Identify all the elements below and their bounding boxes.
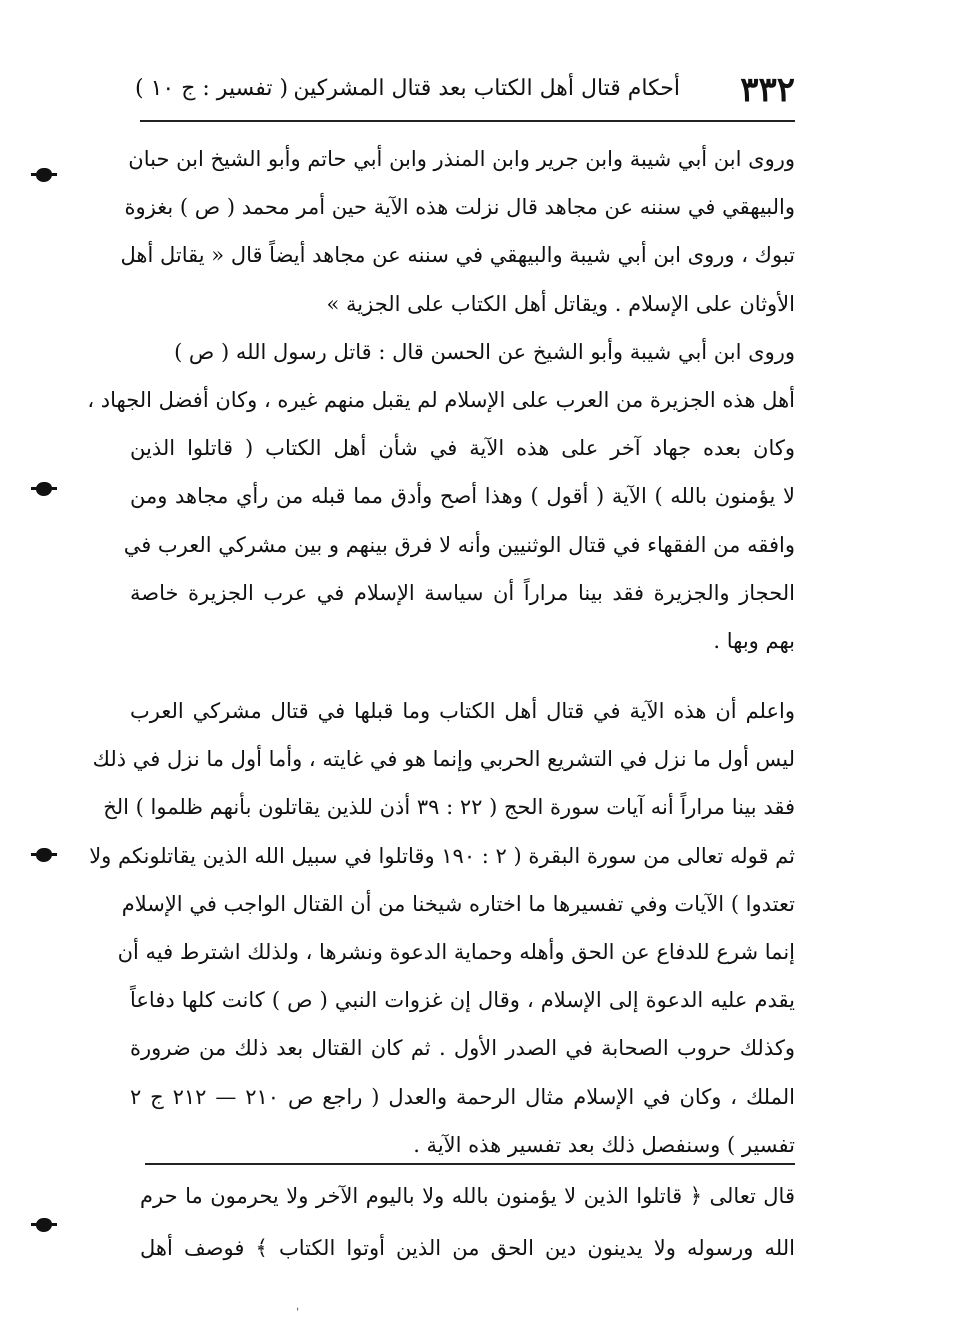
binding-mark-icon bbox=[36, 168, 52, 182]
text-line: إنما شرع للدفاع عن الحق وأهله وحماية الدعوة ونشرها ، ولذلك اشترط فيه أن bbox=[117, 940, 795, 964]
text-line: تعتدوا ) الآيات وفي تفسيرها ما اختاره شيخنا من أن القتال الواجب في الإسلام bbox=[121, 891, 795, 916]
section-rule bbox=[145, 1163, 795, 1165]
text-line: وافقه من الفقهاء في قتال الوثنيين وأنه لا فرق بينهم و بين مشركي العرب في bbox=[123, 532, 795, 557]
volume-label: ( تفسير : ج ١٠ ) bbox=[135, 76, 289, 101]
text-line: أهل هذه الجزيرة من العرب على الإسلام لم يقبل منهم غيره ، وكان أفضل الجهاد ، bbox=[87, 387, 795, 412]
page-number: ٣٣٢ bbox=[740, 70, 795, 110]
text-line: والبيهقي في سننه عن مجاهد قال نزلت هذه الآية حين أمر محمد ( ص ) بغزوة bbox=[124, 195, 795, 220]
binding-mark-icon bbox=[36, 848, 52, 862]
text-line: ثم قوله تعالى من سورة البقرة ( ٢ : ١٩٠ وقاتلوا في سبيل الله الذين يقاتلونكم ولا bbox=[89, 843, 795, 868]
text-line: فقد بينا مراراً أنه آيات سورة الحج ( ٢٢ : ٣٩ أذن للذين يقاتلون بأنهم ظلموا ) الخ bbox=[103, 795, 795, 820]
text-line: الحجاز والجزيرة فقد بينا مراراً أن سياسة الإسلام في عرب الجزيرة خاصة bbox=[130, 580, 795, 605]
binding-mark-icon bbox=[36, 1218, 52, 1232]
text-line: ليس أول ما نزل في التشريع الحربي وإنما هو في غايته ، وأما أول ما نزل في ذلك bbox=[92, 747, 795, 772]
text-line: الملك ، وكان في الإسلام مثال الرحمة والعدل ( راجع ص ٢١٠ — ٢١٢ ج ٢ bbox=[130, 1084, 795, 1109]
text-line: تبوك ، وروى ابن أبي شيبة والبيهقي في سننه عن مجاهد أيضاً قال « يقاتل أهل bbox=[120, 243, 795, 268]
next-section-text bbox=[140, 1170, 795, 1274]
header-rule bbox=[140, 120, 795, 122]
text-line: وكذلك حروب الصحابة في الصدر الأول . ثم كان القتال بعد ذلك من ضرورة bbox=[130, 1036, 795, 1061]
text-line: وروى ابن أبي شيبة وأبو الشيخ عن الحسن قال : قاتل رسول الله ( ص ) bbox=[174, 339, 795, 364]
text-line: يقدم عليه الدعوة إلى الإسلام ، وقال إن غزوات النبي ( ص ) كانت كلها دفاعاً bbox=[130, 988, 795, 1013]
text-line: وروى ابن أبي شيبة وابن جرير وابن المنذر وابن أبي حاتم وأبو الشيخ ابن حبان bbox=[128, 147, 795, 171]
binding-mark-icon bbox=[36, 482, 52, 496]
text-line: الأوثان على الإسلام . ويقاتل أهل الكتاب على الجزية » bbox=[326, 291, 795, 316]
text-line: واعلم أن هذه الآية في قتال أهل الكتاب وما قبلها في قتال مشركي العرب bbox=[130, 699, 795, 724]
text-line: تفسير ) وسنفصل ذلك بعد تفسير هذه الآية . bbox=[413, 1132, 795, 1157]
paragraph-gap bbox=[130, 665, 795, 687]
scan-speck: ˌ bbox=[296, 1298, 300, 1312]
page-header bbox=[135, 70, 795, 120]
text-line: لا يؤمنون بالله ) الآية ( أقول ) وهذا أصح وأدق مما قبله من رأي مجاهد ومن bbox=[130, 484, 795, 509]
text-line: وكان بعده جهاد آخر على هذه الآية في شأن أهل الكتاب ( قاتلوا الذين bbox=[130, 436, 795, 461]
running-title: أحكام قتال أهل الكتاب بعد قتال المشركين bbox=[293, 76, 680, 101]
text-line: الله ورسوله ولا يدينون دين الحق من الذين أوتوا الكتاب ﴾ فوصف أهل bbox=[140, 1236, 795, 1260]
text-line: قال تعالى ﴿ قاتلوا الذين لا يؤمنون بالله ولا باليوم الآخر ولا يحرمون ما حرم bbox=[140, 1184, 795, 1208]
text-line: بهم وبها . bbox=[713, 628, 795, 653]
body-text bbox=[87, 135, 795, 1169]
